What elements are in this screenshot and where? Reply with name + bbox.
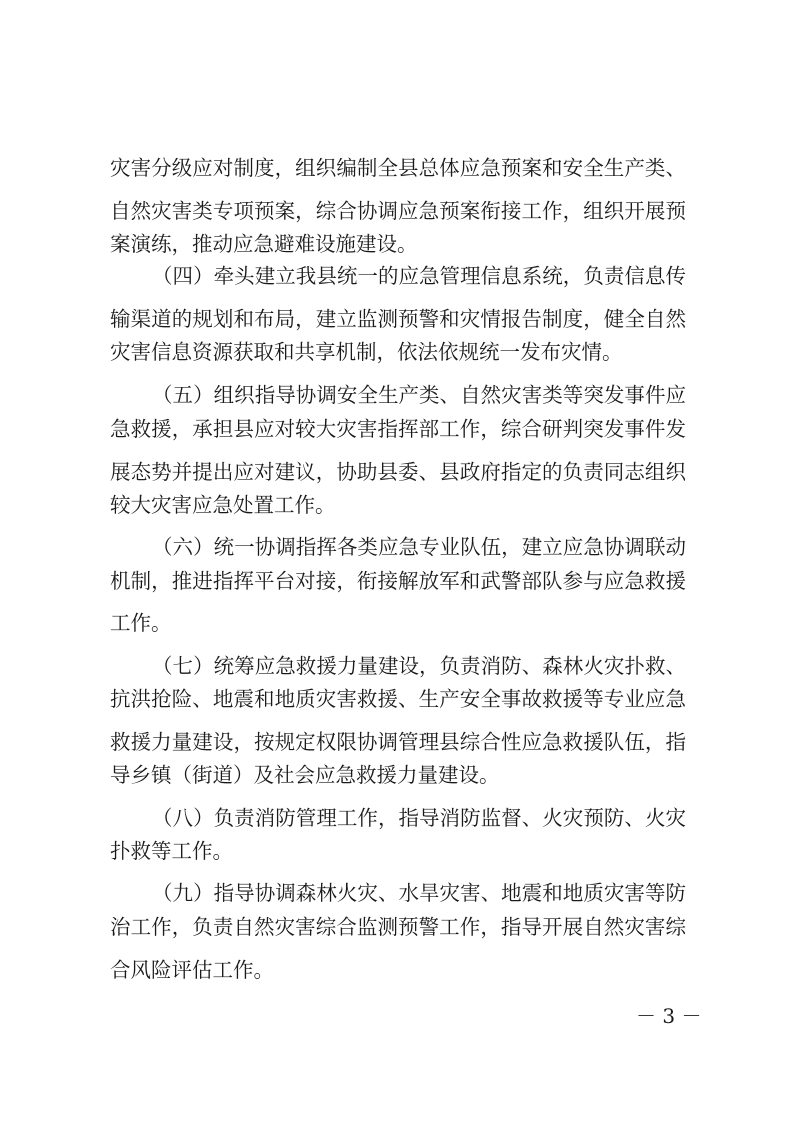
paragraph-line: （七）统筹应急救援力量建设，负责消防、森林火灾扑救、 — [152, 654, 686, 678]
paragraph-line: 灾害分级应对制度，组织编制全县总体应急预案和安全生产类、 — [110, 156, 686, 180]
paragraph-line: 灾害信息资源获取和共享机制，依法依规统一发布灾情。 — [110, 340, 623, 364]
paragraph-line: 合风险评估工作。 — [110, 958, 274, 982]
paragraph-line: 救援力量建设，按规定权限协调管理县综合性应急救援队伍，指 — [110, 730, 686, 754]
paragraph-line: 治工作，负责自然灾害综合监测预警工作，指导开展自然灾害综 — [110, 915, 686, 939]
paragraph-line: 扑救等工作。 — [110, 839, 233, 863]
paragraph-line: 急救援，承担县应对较大灾害指挥部工作，综合研判突发事件发 — [110, 417, 686, 441]
page-number: － 3 － — [636, 1004, 702, 1028]
paragraph-line: 抗洪抢险、地震和地质灾害救援、生产安全事故救援等专业应急 — [110, 687, 686, 711]
paragraph-line: 较大灾害应急处置工作。 — [110, 493, 336, 517]
paragraph-line: 导乡镇（街道）及社会应急救援力量建设。 — [110, 763, 500, 787]
paragraph-line: （四）牵头建立我县统一的应急管理信息系统，负责信息传 — [152, 264, 686, 288]
paragraph-line: 机制，推进指挥平台对接，衔接解放军和武警部队参与应急救援 — [110, 569, 686, 593]
paragraph-line: （八）负责消防管理工作，指导消防监督、火灾预防、火灾 — [152, 806, 686, 830]
paragraph-line: （九）指导协调森林火灾、水旱灾害、地震和地质灾害等防 — [152, 881, 686, 905]
paragraph-line: （六）统一协调指挥各类应急专业队伍，建立应急协调联动 — [152, 535, 686, 559]
paragraph-line: 输渠道的规划和布局，建立监测预警和灾情报告制度，健全自然 — [110, 307, 686, 331]
paragraph-line: 展态势并提出应对建议，协助县委、县政府指定的负责同志组织 — [110, 460, 686, 484]
paragraph-line: （五）组织指导协调安全生产类、自然灾害类等突发事件应 — [152, 383, 686, 407]
paragraph-line: 案演练，推动应急避难设施建设。 — [110, 232, 418, 256]
paragraph-line: 自然灾害类专项预案，综合协调应急预案衔接工作，组织开展预 — [110, 199, 686, 223]
paragraph-line: 工作。 — [110, 611, 172, 635]
